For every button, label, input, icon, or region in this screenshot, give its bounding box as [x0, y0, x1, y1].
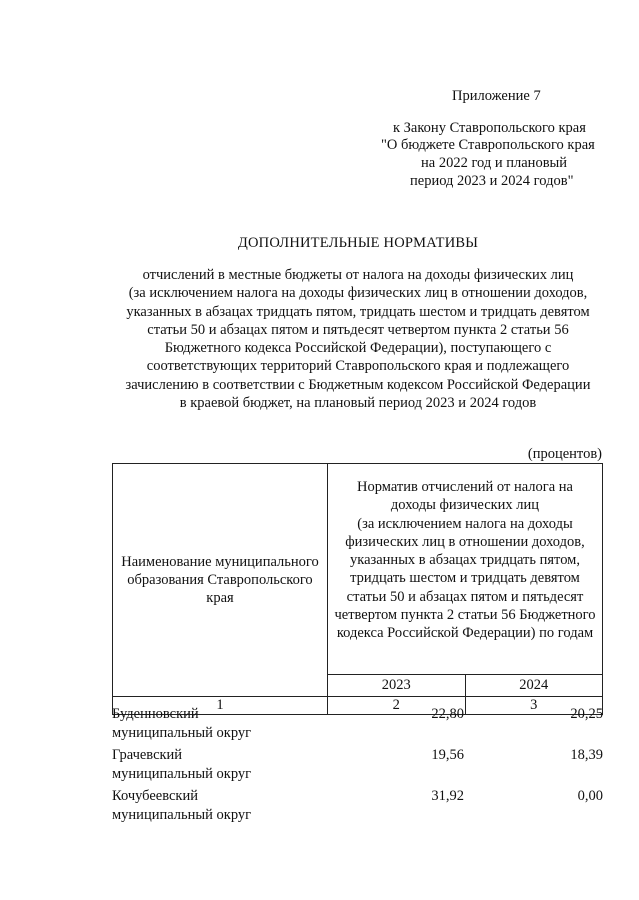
column-header-name	[113, 464, 328, 697]
document-subtitle	[100, 266, 616, 412]
header-line: четвертом пункта 2 статьи 56 Бюджетного	[334, 607, 596, 624]
year-header-2023: 2023	[328, 675, 466, 697]
subtitle-line: указанных в абзацах тридцать пятом, тридцать шестом и тридцать девятом	[126, 303, 590, 320]
appendix-line: к Закону Ставропольского края	[393, 120, 586, 136]
header-line: образования Ставропольского	[127, 572, 313, 588]
value-2023: 19,56	[431, 747, 464, 763]
column-header-norm	[328, 464, 603, 675]
appendix-line: "О бюджете Ставропольского края	[381, 137, 595, 153]
year-header-2024: 2024	[465, 675, 603, 697]
table-row	[112, 787, 603, 825]
header-line: физических лиц в отношении доходов,	[345, 533, 585, 550]
value-2024: 18,39	[570, 747, 603, 763]
appendix-title: Приложение 7	[452, 88, 541, 104]
value-2024: 0,00	[577, 788, 603, 804]
appendix-line: период 2023 и 2024 годов"	[410, 173, 574, 189]
name-line: муниципальный округ	[112, 725, 252, 741]
name-line: Кочубеевский	[112, 788, 198, 804]
header-line: (за исключением налога на доходы	[357, 515, 573, 532]
document-title: ДОПОЛНИТЕЛЬНЫЕ НОРМАТИВЫ	[237, 235, 479, 251]
municipality-name	[112, 705, 322, 743]
subtitle-line: отчислений в местные бюджеты от налога на доходы физических лиц	[142, 267, 574, 283]
subtitle-line: Бюджетного кодекса Российской Федерации), поступающего с	[164, 340, 552, 357]
header-line: Наименование муниципального	[121, 554, 319, 570]
norms-table-body	[112, 705, 603, 828]
units-label: (процентов)	[527, 446, 602, 462]
appendix-line: на 2022 год и плановый	[421, 155, 568, 171]
header-line: доходы физических лиц	[390, 497, 540, 514]
value-2024: 20,25	[570, 706, 603, 722]
name-line: муниципальный округ	[112, 766, 252, 782]
column-number: 2	[328, 697, 466, 715]
header-line: Норматив отчислений от налога на	[357, 479, 573, 495]
subtitle-line: статьи 50 и абзацах пятом и пятьдесят четвертом пункта 2 статьи 56	[147, 321, 569, 338]
header-line: указанных в абзацах тридцать пятом,	[350, 552, 580, 569]
municipality-name	[112, 746, 322, 784]
norms-table-header	[112, 463, 603, 715]
subtitle-line: соответствующих территорий Ставропольского края и подлежащего	[146, 358, 570, 375]
header-line: края	[206, 590, 234, 606]
header-line: статьи 50 и абзацах пятом и пятьдесят	[346, 588, 584, 605]
header-line: тридцать шестом и тридцать девятом	[350, 570, 580, 587]
name-line: Грачевский	[112, 747, 183, 763]
name-line: Буденновский	[112, 706, 199, 722]
value-2023: 22,80	[431, 706, 464, 722]
subtitle-line: (за исключением налога на доходы физических лиц в отношении доходов,	[128, 285, 588, 302]
subtitle-line: зачислению в соответствии с Бюджетным кодексом Российской Федерации	[125, 376, 591, 393]
table-row	[112, 705, 603, 743]
value-2023: 31,92	[431, 788, 464, 804]
header-line: кодекса Российской Федерации) по годам	[336, 625, 594, 642]
municipality-name	[112, 787, 322, 825]
name-line: муниципальный округ	[112, 807, 252, 823]
column-number: 1	[113, 697, 328, 715]
subtitle-line: в краевой бюджет, на плановый период 2023 и 2024 годов	[179, 395, 537, 412]
table-row	[112, 746, 603, 784]
column-number: 3	[465, 697, 603, 715]
